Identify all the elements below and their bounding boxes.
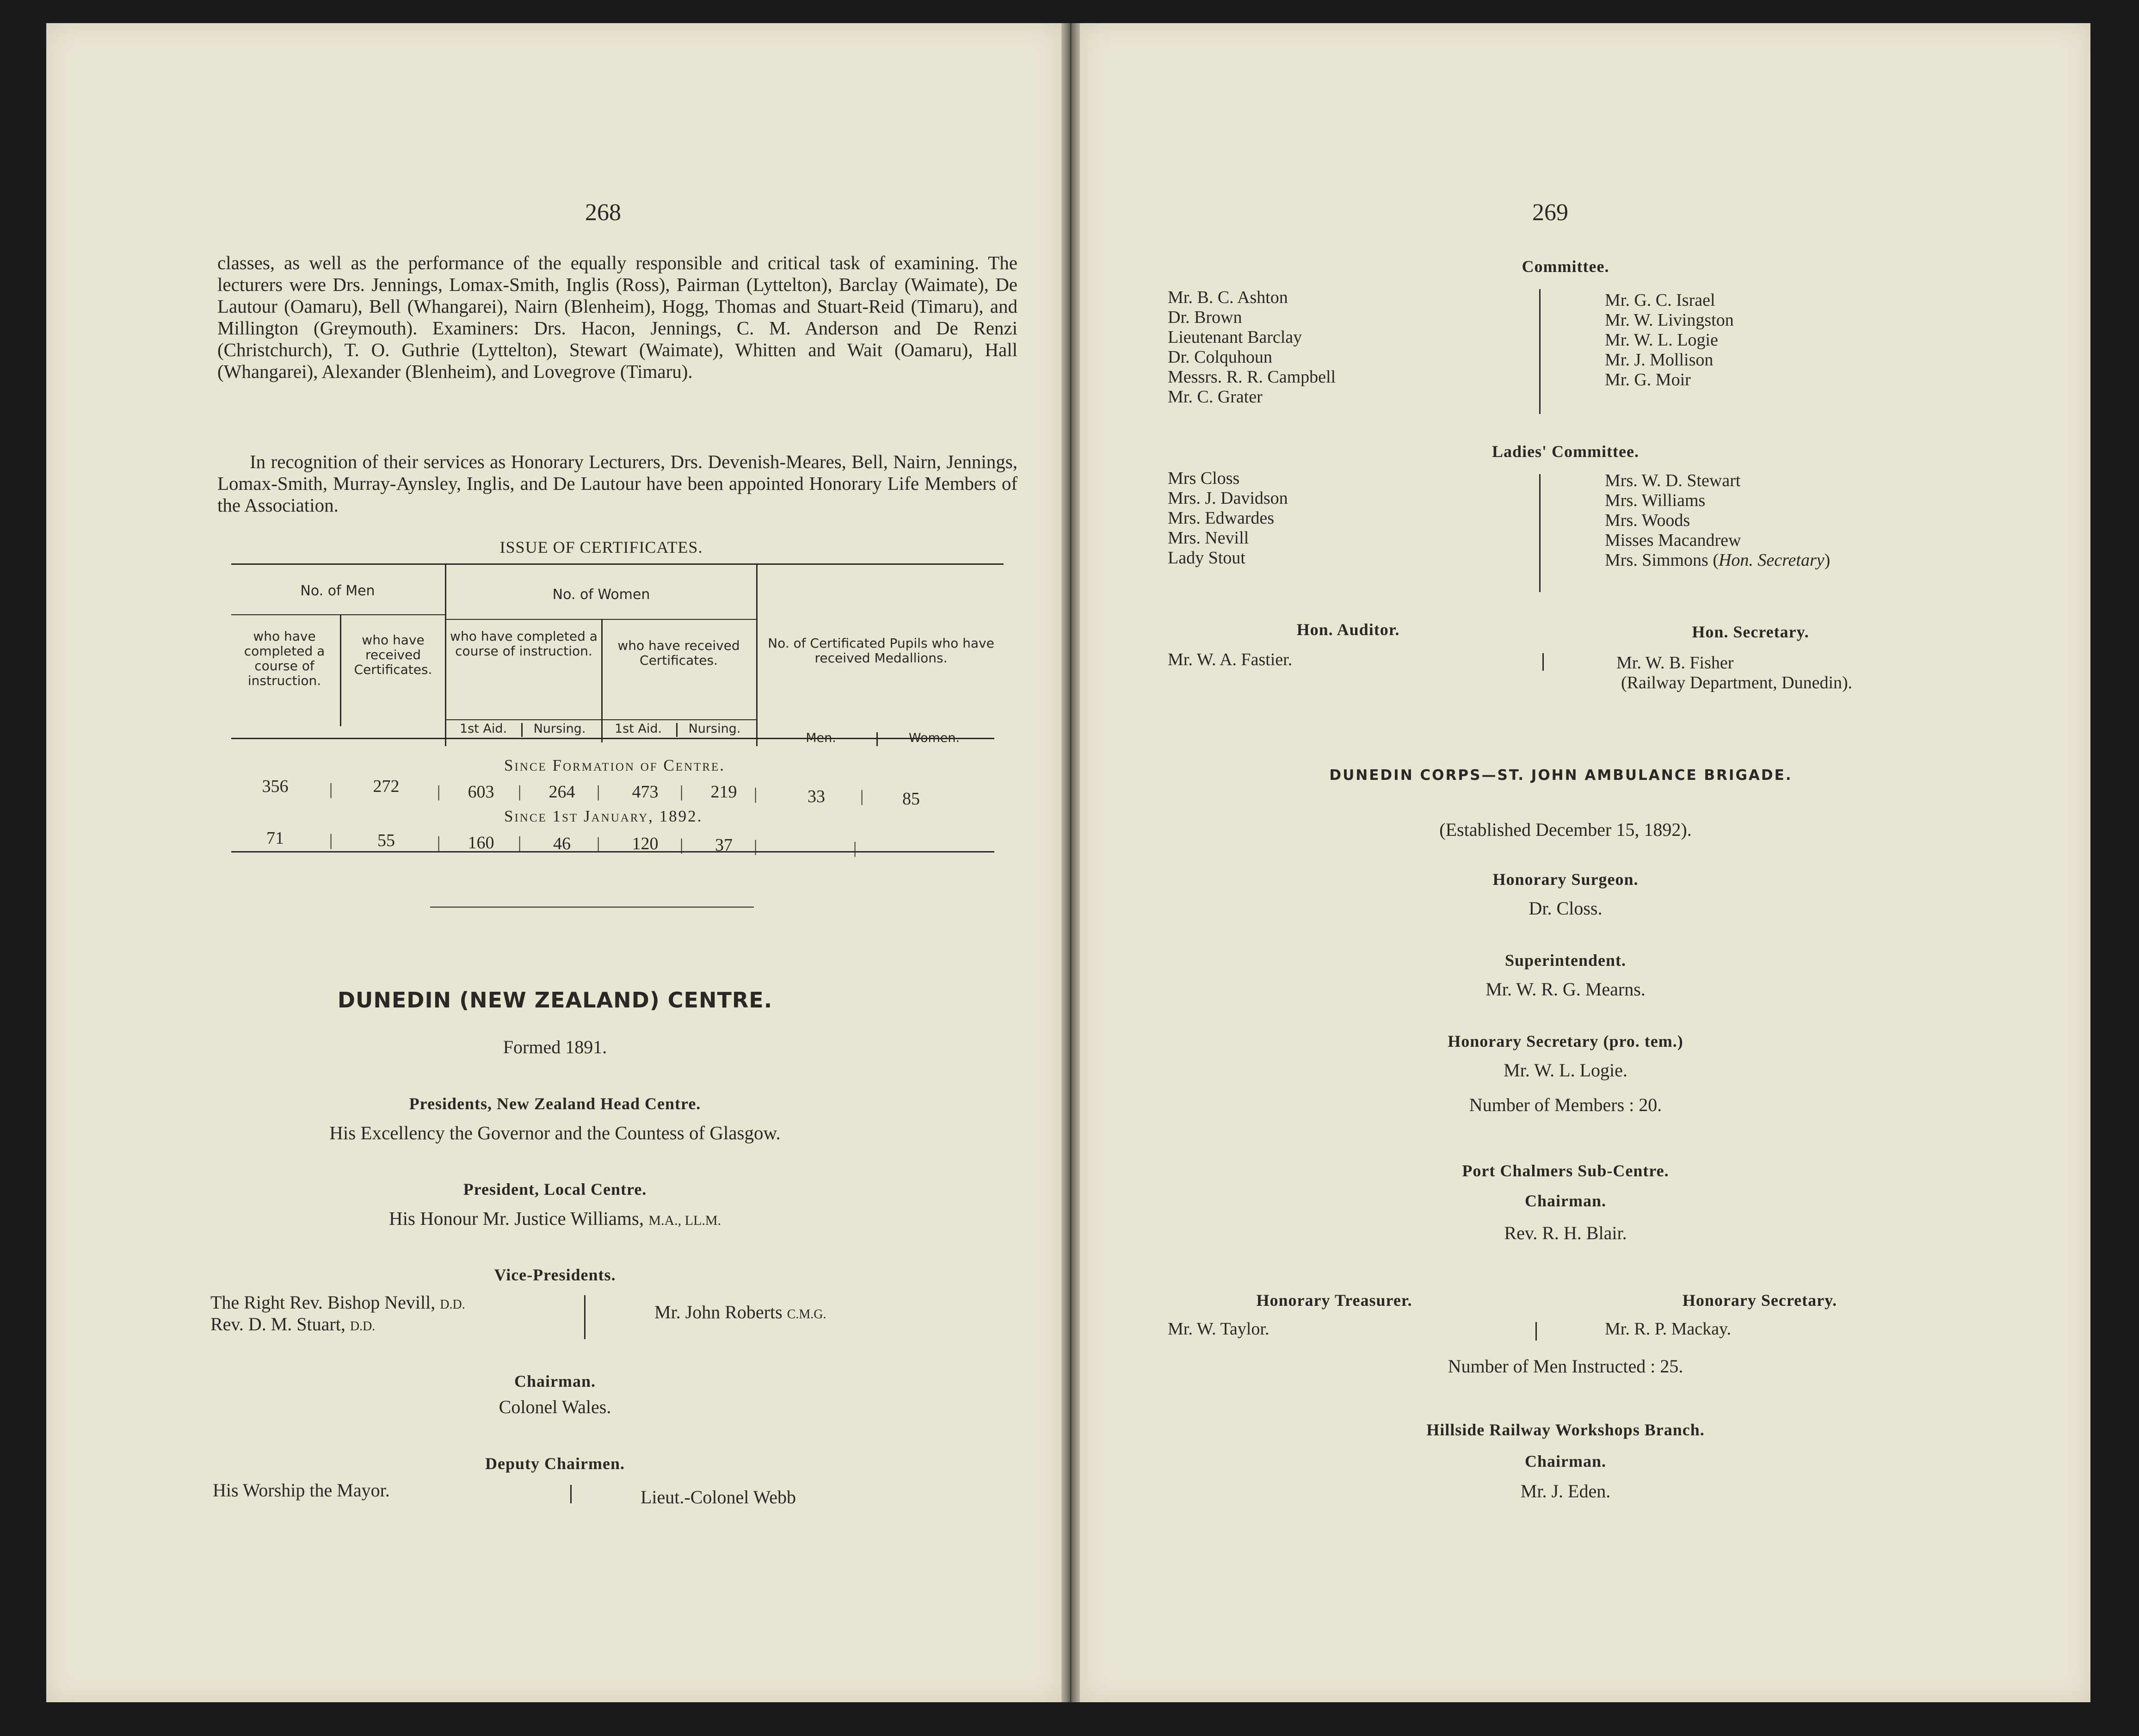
list-item: Mr. W. L. Logie [1605,330,1718,350]
list-item [1605,550,1830,570]
column-divider [1535,1322,1537,1341]
honorary-secretary-pro-tem-heading: Honorary Secretary (pro. tem.) [1448,1032,1683,1050]
ladies-right-list [1605,471,1830,570]
table-cell: 33 [808,787,825,806]
table-divider [340,615,341,726]
list-item: Mrs. Edwardes [1168,508,1275,528]
degree-text: D.D. [350,1319,376,1334]
table-divider [756,563,758,746]
department-text: (Railway Department, Dunedin). [1621,673,1853,692]
surgeon-heading: Honorary Surgeon. [1492,870,1639,889]
row-separator: | [754,837,758,855]
table-divider [521,723,523,737]
column-header-men-received: who have received Certificates. [354,632,432,677]
corps-title: DUNEDIN CORPS—ST. JOHN AMBULANCE BRIGADE. [1329,767,1793,784]
treasurer-name [1168,1319,1269,1339]
span-since-january: Since 1st January, 1892. [504,807,703,825]
list-item: Mrs. Woods [1605,511,1690,530]
row-separator: | [518,833,522,852]
hillside-chairman-heading: Chairman. [1524,1452,1606,1470]
members-count: Number of Members : 20. [1469,1094,1662,1115]
name-text: Rev. D. M. Stuart, [210,1314,345,1334]
page-number: 268 [585,199,621,226]
list-item: Lady Stout [1168,548,1245,568]
auditor-heading: Hon. Auditor. [1296,620,1400,639]
surgeon-name: Dr. Closs. [1529,898,1603,919]
row-separator: | [329,831,333,849]
table-divider [876,732,878,746]
row-separator: | [329,780,333,798]
treasurer-heading: Honorary Treasurer. [1256,1291,1412,1310]
page-number: 269 [1532,199,1568,226]
column-group-men: No. of Men [300,583,375,599]
table-cell: 264 [549,782,575,802]
name-text: The Right Rev. Bishop Nevill, [210,1292,436,1313]
formed-date: Formed 1891. [503,1037,607,1057]
table-rule [231,614,445,615]
port-chalmers-heading: Port Chalmers Sub-Centre. [1462,1161,1669,1180]
table-header-rule [231,738,994,739]
vice-presidents-heading: Vice-Presidents. [494,1266,616,1284]
list-item: Mr. B. C. Ashton [1168,288,1288,307]
vice-presidents-left [210,1293,465,1336]
section-divider [430,907,754,908]
table-cell: 603 [468,782,494,802]
established-date: (Established December 15, 1892). [1439,819,1692,840]
name-text: Mr. R. P. Mackay. [1605,1319,1732,1339]
subheader-nursing: Nursing. [688,722,741,736]
list-item: Mrs. Williams [1605,491,1706,510]
row-separator: | [860,787,864,805]
list-item: Mr. J. Mollison [1605,350,1714,370]
row-separator: | [437,782,441,801]
role-text: Hon. Secretary [1718,550,1825,570]
row-separator: | [597,782,600,801]
vice-presidents-right [654,1302,826,1324]
degree-text: C.M.G. [787,1307,826,1322]
list-item: Dr. Brown [1168,308,1242,327]
name-text: His Honour Mr. Justice Williams, [389,1208,644,1229]
row-separator: | [680,835,684,854]
list-item: Mr. G. C. Israel [1605,290,1715,310]
subheader-first-aid: 1st Aid. [459,722,507,736]
left-page [46,23,1061,1702]
presidents-heading: Presidents, New Zealand Head Centre. [409,1094,701,1113]
paragraph-lecturers: classes, as well as the performance of the equally responsible and critical task of examining. The lecturers were Drs. Jennings, Lomax-Smith, Inglis (Ross), Pairman (Lyttelton), Barclay (Waimate), De Lautour (Oamaru), Bell (Whangarei), Nairn (Blenheim), Hogg, Thomas and Stuart-Reid (Timaru), and Millington (Greymouth). Examiners: Drs. Hacon, Jennings, C. M. Anderson and De Renzi (Christchurch), T. O. Guthrie (Lyttelton), Stewart (Waimate), Whitten and Wait (Oamaru), Hall (Whangarei), Alexander (Blenheim), and Lovegrove (Timaru). [217,252,1017,382]
committee-right-list [1605,290,1734,390]
subheader-first-aid: 1st Aid. [614,722,662,736]
column-divider [1542,653,1544,671]
deputy-chairmen-heading: Deputy Chairmen. [485,1454,625,1473]
list-item: Mrs. W. D. Stewart [1605,471,1741,490]
list-item: Mr. C. Grater [1168,387,1263,407]
table-cell: 120 [632,834,659,853]
span-since-formation: Since Formation of Centre. [504,756,726,774]
presidents-names: His Excellency the Governor and the Countess of Glasgow. [329,1122,781,1143]
men-instructed-count: Number of Men Instructed : 25. [1448,1356,1683,1377]
table-cell: 71 [266,828,284,848]
list-item: Mr. W. Livingston [1605,310,1734,330]
committee-heading: Committee. [1522,257,1609,276]
punctuation: ) [1824,550,1831,570]
row-separator: | [680,782,684,801]
table-cell: 272 [373,777,400,796]
centre-title: DUNEDIN (NEW ZEALAND) CENTRE. [337,988,773,1013]
deputy-right [641,1487,796,1507]
degree-text: M.A., LL.M. [648,1213,721,1228]
degree-text: D.D. [440,1297,465,1312]
chairman-name: Colonel Wales. [499,1396,611,1417]
column-header-medallions: No. of Certificated Pupils who have received Medallions. [768,636,994,666]
ladies-committee-heading: Ladies' Committee. [1492,442,1639,461]
table-divider [601,620,603,742]
subheader-men: Men. [806,731,836,745]
subheader-women: Women. [908,731,960,745]
column-divider [570,1485,572,1503]
port-chairman-name: Rev. R. H. Blair. [1504,1223,1627,1243]
table-cell: 160 [468,833,494,853]
name-text: Mr. W. Taylor. [1168,1319,1270,1339]
committee-left-list [1168,288,1336,407]
table-top-rule [231,563,1004,565]
table-cell: 356 [262,777,289,796]
port-secretary-name [1605,1319,1731,1339]
chairman-heading: Chairman. [514,1372,596,1390]
right-page [1080,23,2090,1702]
table-bottom-rule [231,851,994,853]
table-cell: 85 [902,789,920,809]
table-cell: 37 [715,835,733,855]
row-separator: | [853,839,857,857]
name-text: Mrs. Simmons ( [1605,550,1719,570]
subheader-nursing: Nursing. [533,722,586,736]
column-divider [1539,289,1541,414]
row-separator: | [437,833,441,852]
table-rule [446,719,756,720]
list-item: Mrs. Nevill [1168,528,1249,548]
column-header-men-completed: who have completed a course of instruction. [244,629,325,688]
column-divider [584,1295,586,1339]
port-secretary-heading: Honorary Secretary. [1682,1291,1837,1310]
column-header-women-received: who have received Certificates. [617,638,740,668]
name-text: Mr. W. A. Fastier. [1168,650,1293,669]
ladies-left-list [1168,469,1288,568]
list-item: Messrs. R. R. Campbell [1168,367,1336,387]
column-group-women: No. of Women [552,587,650,603]
list-item: Misses Macandrew [1605,531,1741,550]
president-local-heading: President, Local Centre. [463,1180,647,1199]
list-item: Dr. Colquhoun [1168,347,1272,367]
secretary-heading: Hon. Secretary. [1692,623,1809,641]
superintendent-name: Mr. W. R. G. Mearns. [1486,979,1646,1000]
table-divider [676,723,678,737]
list-item: Mr. G. Moir [1605,370,1691,389]
paragraph-recognition: In recognition of their services as Honorary Lecturers, Drs. Devenish-Meares, Bell, Nairn, Jennings, Lomax-Smith, Murray-Aynsley, Inglis, and De Lautour have been appointed Honorary Life Members of the Association. [217,451,1017,516]
name-text: His Worship the Mayor. [213,1480,390,1501]
row-separator: | [597,834,600,853]
president-local-name [254,1207,856,1229]
table-cell: 219 [710,782,737,802]
book-gutter [1061,23,1080,1702]
table-cell: 473 [632,782,659,802]
secretary-name [1616,653,1852,693]
auditor-name [1168,650,1292,670]
column-header-women-completed: who have completed a course of instruction. [450,629,598,659]
hillside-branch-heading: Hillside Railway Workshops Branch. [1426,1421,1705,1439]
superintendent-heading: Superintendent. [1504,951,1627,970]
honorary-secretary-pro-tem-name: Mr. W. L. Logie. [1504,1060,1627,1081]
column-divider [1539,474,1541,592]
hillside-chairman-name: Mr. J. Eden. [1520,1481,1611,1501]
name-text: Mr. W. B. Fisher [1616,653,1734,673]
port-chairman-heading: Chairman. [1524,1192,1606,1210]
deputy-left [213,1480,390,1500]
name-text: Lieut.-Colonel Webb [641,1487,796,1507]
table-cell: 55 [377,831,395,850]
list-item: Mrs Closs [1168,469,1240,488]
list-item: Lieutenant Barclay [1168,327,1302,347]
row-separator: | [518,782,522,801]
name-text: Mr. John Roberts [654,1302,783,1322]
table-cell: 46 [553,834,571,853]
row-separator: | [754,785,758,803]
list-item: Mrs. J. Davidson [1168,488,1288,508]
table-title: ISSUE OF CERTIFICATES. [499,538,703,556]
